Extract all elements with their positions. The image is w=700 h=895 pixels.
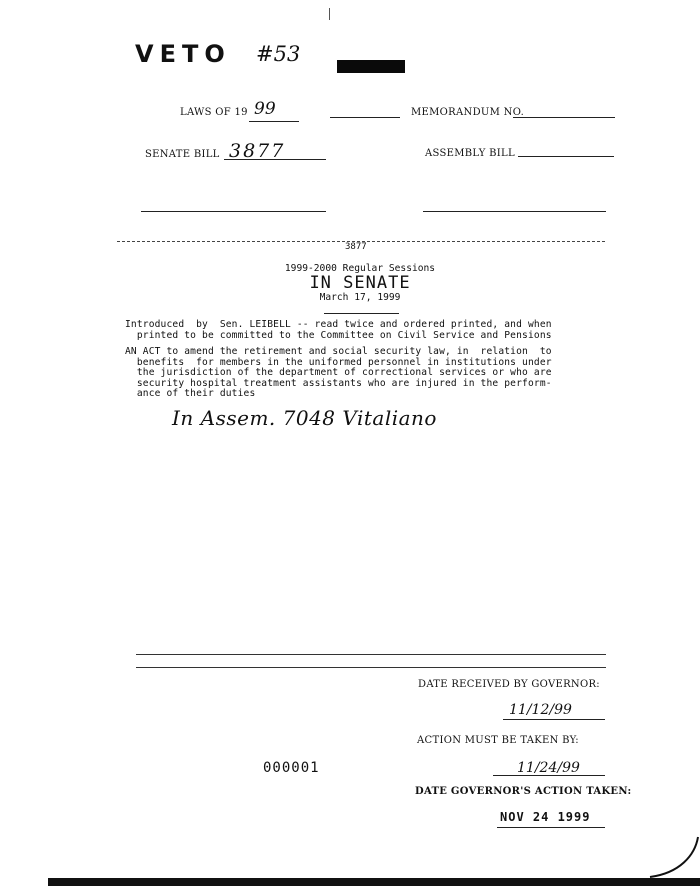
handwritten-note: In Assem. 7048 Vitaliano — [172, 406, 437, 430]
laws-blank-line — [330, 117, 400, 118]
senate-bill-label: SENATE BILL — [145, 149, 220, 160]
scan-mark — [329, 8, 330, 20]
blank-line-right — [423, 211, 606, 212]
date-received-label: DATE RECEIVED BY GOVERNOR: — [418, 679, 600, 690]
chamber-title: IN SENATE — [309, 273, 411, 293]
senate-bill-line — [224, 159, 326, 160]
action-taken-line — [497, 827, 605, 828]
action-by-label: ACTION MUST BE TAKEN BY: — [417, 735, 579, 746]
bill-date: March 17, 1999 — [319, 292, 401, 303]
footer-rule-bottom — [136, 667, 606, 668]
corner-mark — [640, 835, 700, 880]
date-received-value: 11/12/99 — [509, 702, 572, 718]
assembly-bill-label: ASSEMBLY BILL — [425, 148, 515, 159]
footer-rule-top — [136, 654, 606, 655]
action-taken-stamp: NOV 24 1999 — [500, 810, 591, 824]
page-code: 000001 — [263, 760, 320, 776]
veto-label: VETO — [135, 40, 231, 68]
date-received-line — [503, 719, 605, 720]
laws-year: 99 — [254, 99, 276, 119]
introduction-text: Introduced by Sen. LEIBELL -- read twice and ordered printed, and when printed to be committed to the Committee on Civil Service and Pensions — [125, 319, 552, 341]
assembly-bill-line — [518, 156, 614, 157]
veto-number: #53 — [256, 42, 301, 66]
action-by-line — [493, 775, 605, 776]
redaction-bar — [337, 60, 405, 73]
scan-edge-bar — [48, 878, 700, 886]
session-label: 1999-2000 Regular Sessions — [284, 263, 436, 274]
act-text: AN ACT to amend the retirement and social security law, in relation to benefits for members in the uniformed personnel in institutions under the jurisdiction of the department of correctional services or who are security hospital treatment assistants who are injured in the perform- ance of their duties — [125, 346, 552, 400]
action-by-value: 11/24/99 — [517, 760, 580, 776]
memo-line — [513, 117, 615, 118]
action-taken-label: DATE GOVERNOR'S ACTION TAKEN: — [415, 786, 632, 797]
laws-label: LAWS OF 19 — [180, 107, 248, 118]
blank-line-left — [141, 211, 326, 212]
laws-year-line — [249, 121, 299, 122]
memo-label: MEMORANDUM NO. — [411, 107, 525, 118]
bill-number: 3877 — [345, 242, 367, 252]
date-underline — [324, 313, 399, 314]
senate-bill-value: 3877 — [229, 140, 286, 162]
